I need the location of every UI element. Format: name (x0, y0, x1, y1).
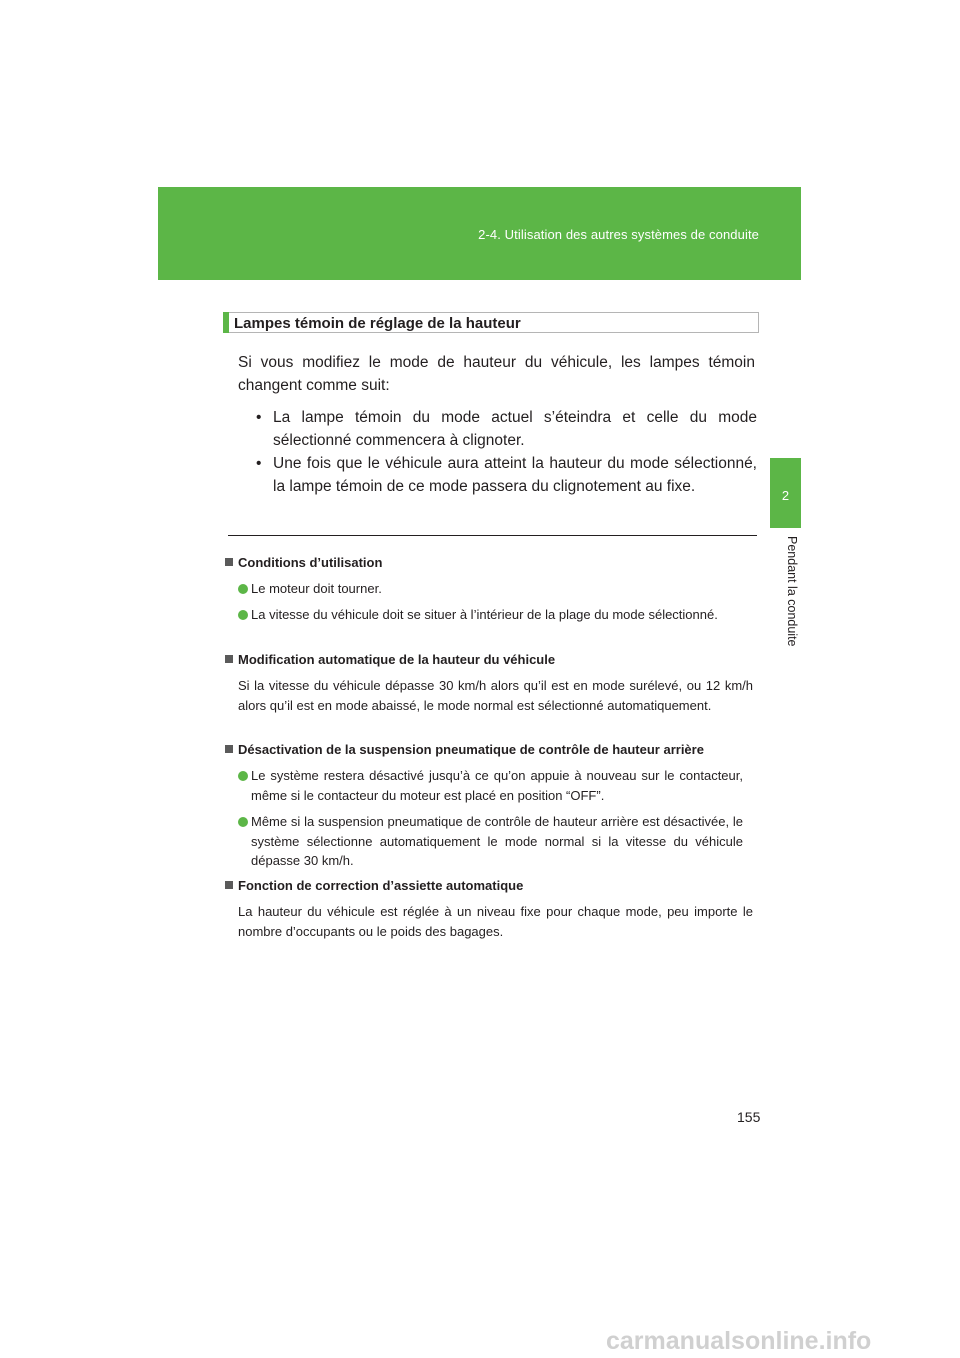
square-bullet-icon (225, 558, 233, 566)
square-bullet-icon (225, 655, 233, 663)
section-title: Lampes témoin de réglage de la hauteur (234, 315, 521, 332)
bullet-icon: • (256, 455, 262, 472)
note-heading: Désactivation de la suspension pneumatique de contrôle de hauteur arrière (225, 742, 704, 757)
square-bullet-icon (225, 745, 233, 753)
watermark-logo (600, 1322, 960, 1358)
circle-bullet-icon (238, 610, 248, 620)
note-item-text: Le moteur doit tourner. (251, 581, 382, 596)
section-heading-box (223, 312, 759, 333)
list-item-text: Une fois que le véhicule aura atteint la hauteur du mode sélectionné, la lampe témoin de ce mode passera du clignotement au fixe. (273, 455, 757, 495)
note-item (251, 605, 743, 625)
note-body: La hauteur du véhicule est réglée à un niveau fixe pour chaque mode, peu importe le nombre d’occupants ou le poids des bagages. (238, 904, 753, 939)
section-divider (228, 535, 757, 536)
list-item (256, 406, 757, 452)
chapter-side-label: Pendant la conduite (785, 536, 799, 647)
page-number: 155 (737, 1109, 761, 1125)
chapter-number: 2 (781, 488, 790, 503)
list-item (256, 452, 757, 498)
note-item (251, 579, 743, 599)
circle-bullet-icon (238, 584, 248, 594)
watermark-text: carmanualsonline.info (606, 1327, 872, 1355)
note-body: Si la vitesse du véhicule dépasse 30 km/h alors qu’il est en mode surélevé, ou 12 km/h alors qu’il est en mode abaissé, le mode normal est sélectionné automatiquement. (238, 678, 753, 713)
list-item-text: La lampe témoin du mode actuel s’éteindra et celle du mode sélectionné commencera à clignoter. (273, 409, 757, 449)
note-item (251, 812, 743, 871)
bullet-icon: • (256, 409, 262, 426)
note-item-text: Le système restera désactivé jusqu’à ce qu’on appuie à nouveau sur le contacteur, même si le contacteur du moteur est placé en position “OFF”. (251, 768, 743, 803)
circle-bullet-icon (238, 771, 248, 781)
chapter-header-band (158, 187, 801, 280)
section-intro: Si vous modifiez le mode de hauteur du véhicule, les lampes témoin changent comme suit: (238, 354, 755, 394)
note-item-text: Même si la suspension pneumatique de contrôle de hauteur arrière est désactivée, le système sélectionne automatiquement le mode normal si la vitesse du véhicule dépasse 30 km/h. (251, 814, 743, 868)
note-item-text: La vitesse du véhicule doit se situer à l’intérieur de la plage du mode sélectionné. (251, 607, 718, 622)
chapter-side-tab (770, 458, 801, 528)
note-heading: Modification automatique de la hauteur du véhicule (225, 652, 555, 667)
note-item (251, 766, 743, 805)
note-heading: Conditions d’utilisation (225, 555, 382, 570)
section-heading-accent-bar (223, 312, 229, 333)
square-bullet-icon (225, 881, 233, 889)
circle-bullet-icon (238, 817, 248, 827)
chapter-header-title: 2-4. Utilisation des autres systèmes de conduite (478, 227, 759, 242)
note-heading: Fonction de correction d’assiette automatique (225, 878, 523, 893)
